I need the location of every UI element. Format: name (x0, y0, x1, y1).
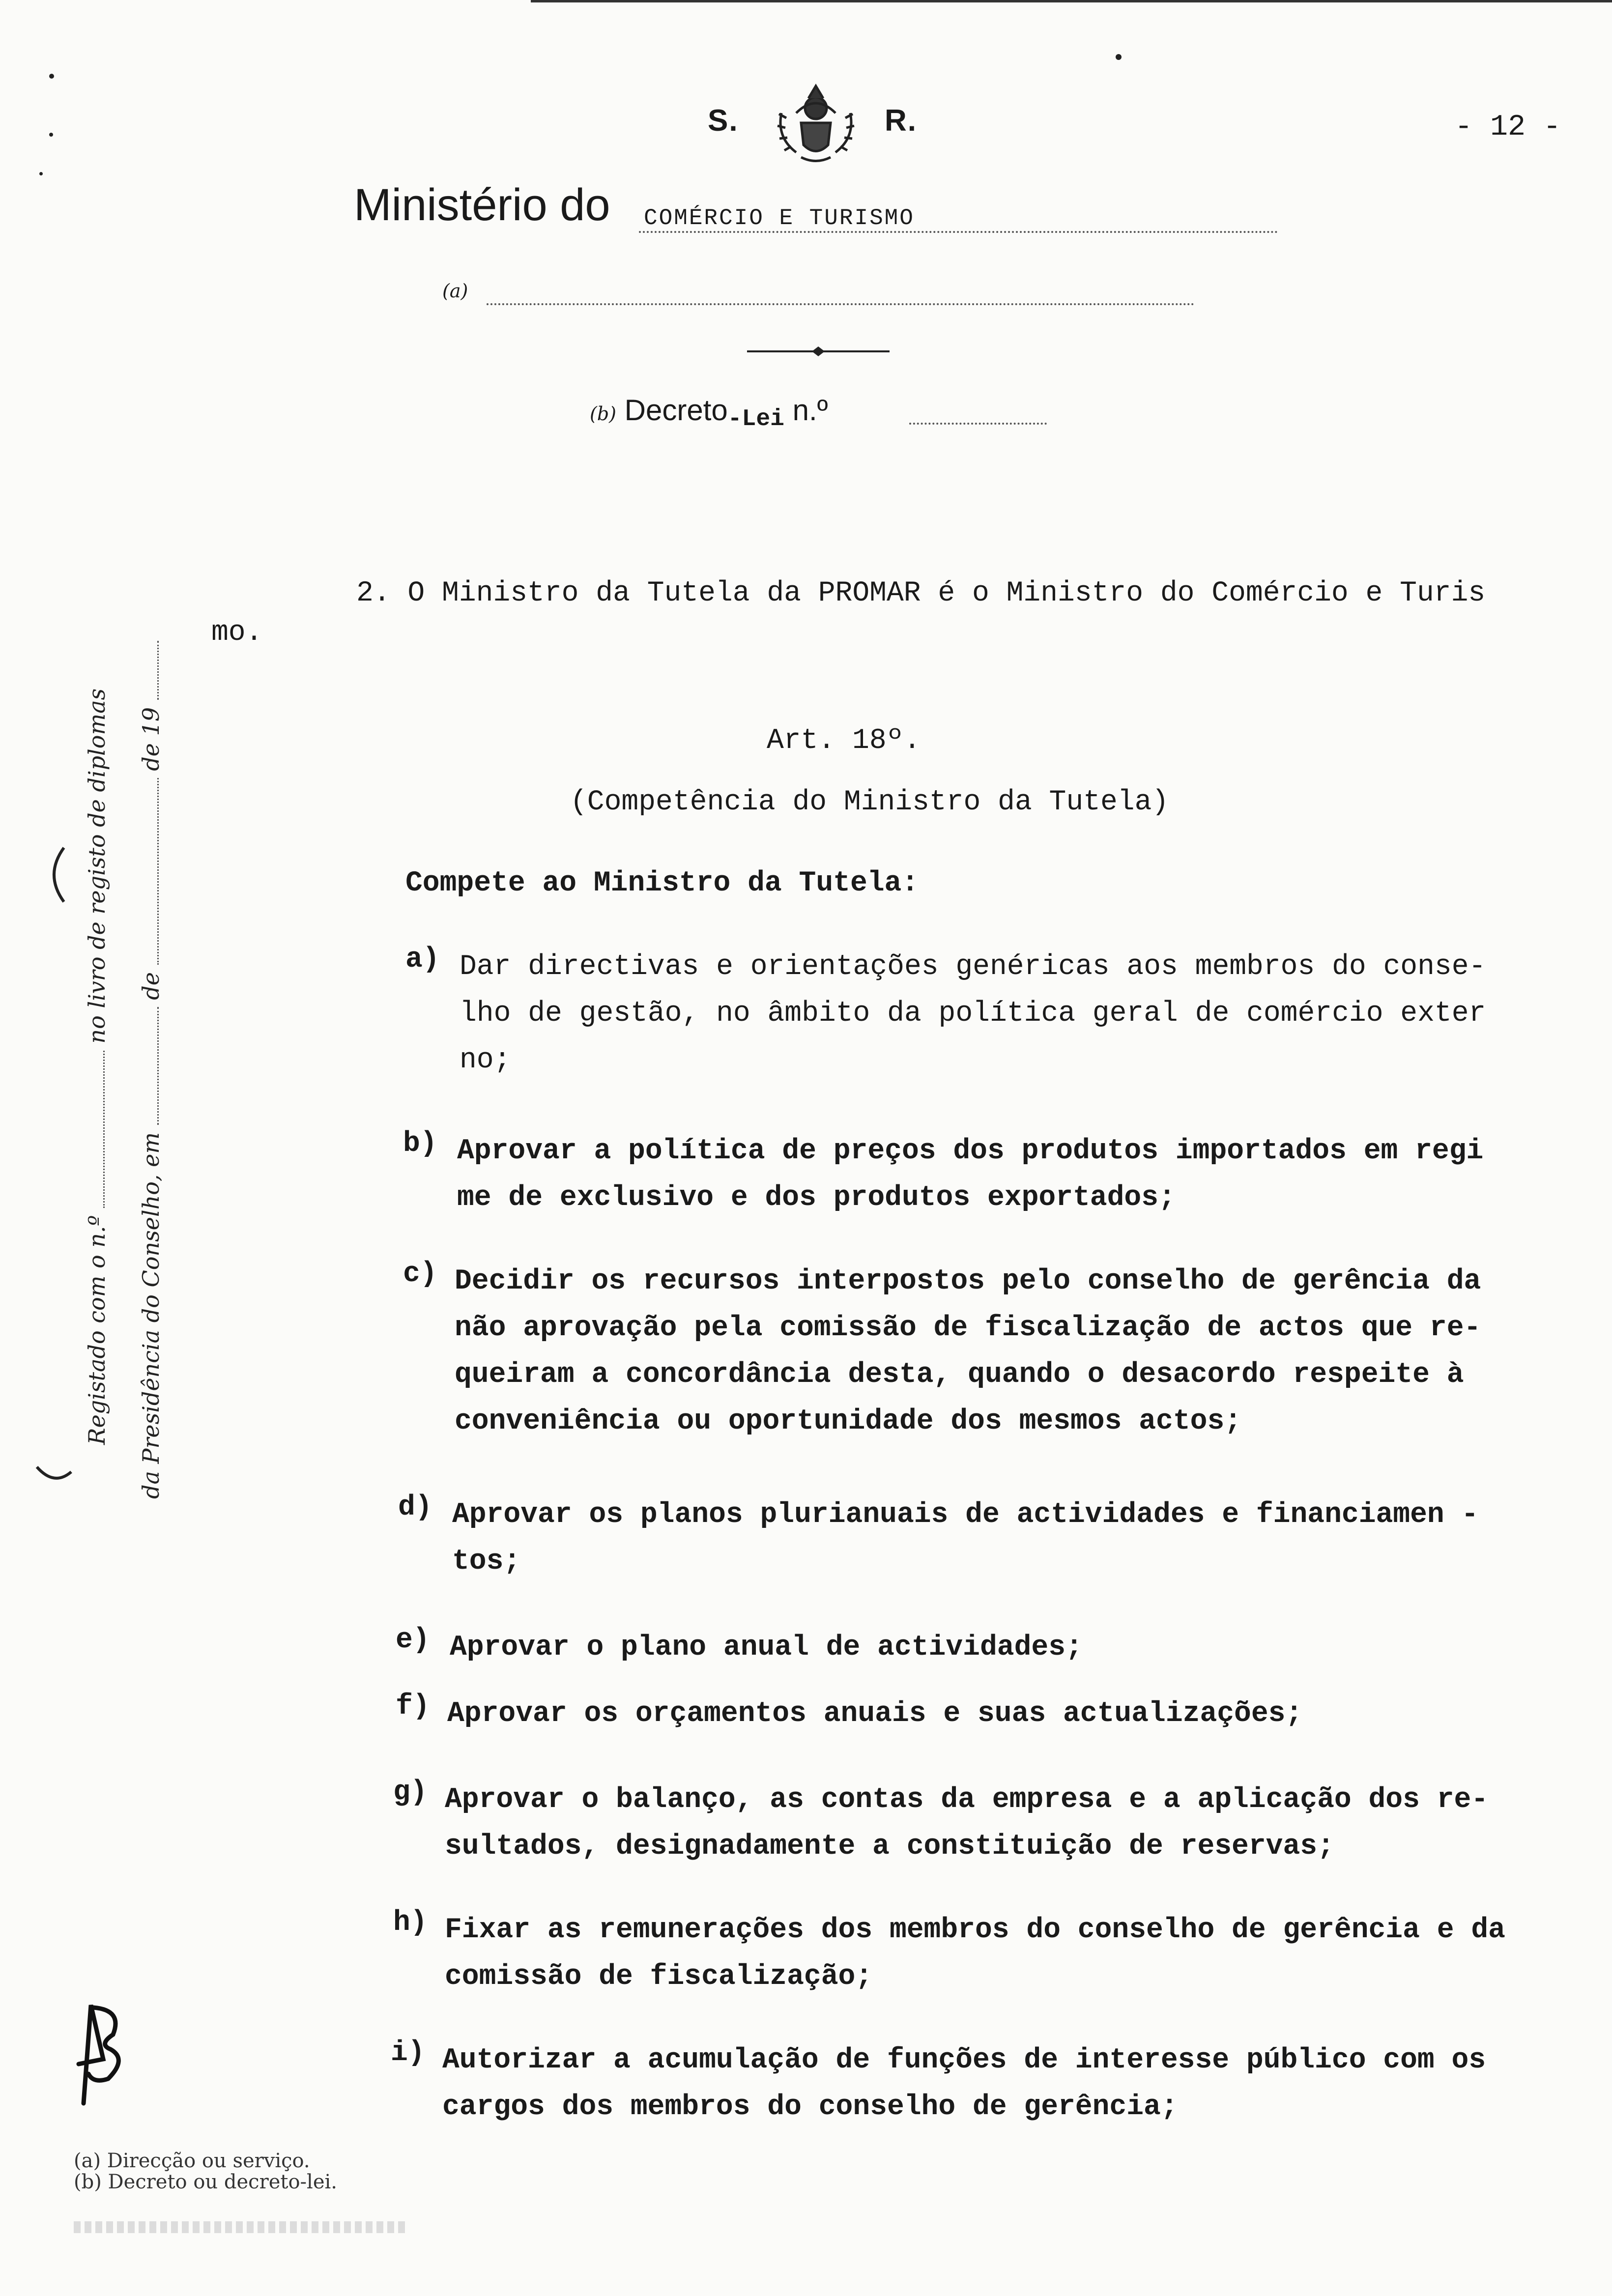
item-letter: a) (405, 944, 440, 976)
item-line: cargos dos membros do conselho de gerência; (442, 2091, 1178, 2123)
faint-print-mark (74, 2221, 408, 2233)
margin-dots (157, 1007, 159, 1125)
item-line: Aprovar o balanço, as contas da empresa e a aplicação dos re- (445, 1784, 1489, 1816)
item-line: Fixar as remunerações dos membros do conselho de gerência e da (445, 1914, 1505, 1946)
para2-line1: 2. O Ministro da Tutela da PROMAR é o Ministro do Comércio e Turis (356, 577, 1486, 609)
item-letter: c) (403, 1258, 437, 1290)
item-letter: g) (393, 1777, 428, 1808)
ministry-name: COMÉRCIO E TURISMO (644, 205, 915, 231)
header-r: R. (885, 104, 917, 138)
item-line: no; (460, 1044, 511, 1076)
decree-line (590, 393, 828, 432)
item-line: Aprovar o plano anual de actividades; (450, 1632, 1083, 1664)
item-line: queiram a concordância desta, quando o desacordo respeite à (455, 1359, 1464, 1391)
margin-line1: Registado com o n.º (84, 1215, 110, 1445)
margin-presidency-line (138, 641, 164, 1499)
item-letter: e) (396, 1624, 430, 1656)
a-marker: (a) (442, 280, 468, 302)
article-subtitle: (Competência do Ministro da Tutela) (570, 786, 1169, 818)
decree-dotted-line (909, 423, 1047, 425)
item-line: comissão de fiscalização; (445, 1961, 873, 1993)
ministry-underline (639, 231, 1278, 233)
item-letter: i) (391, 2037, 425, 2069)
item-line: Aprovar os planos plurianuais de actividades e financiamen - (452, 1499, 1479, 1531)
speck (49, 133, 53, 137)
item-line: Dar directivas e orientações genéricas aos membros do conse- (460, 951, 1486, 983)
item-line: não aprovação pela comissão de fiscalização de actos que re- (455, 1312, 1481, 1344)
margin-register-line (84, 689, 110, 1445)
item-letter: d) (398, 1492, 432, 1523)
item-line: Aprovar a política de preços dos produtos importados em regi (457, 1135, 1484, 1167)
footnote-b: (b) Decreto ou decreto-lei. (74, 2171, 338, 2193)
decree-prefix: Decreto (624, 394, 728, 427)
item-line: tos; (452, 1546, 521, 1578)
speck (49, 74, 54, 79)
article-title: Art. 18º. (767, 725, 921, 757)
margin-dots (103, 1051, 105, 1208)
coat-of-arms-icon (767, 79, 865, 167)
item-letter: f) (396, 1691, 430, 1722)
item-line: Aprovar os orçamentos anuais e suas actualizações; (447, 1698, 1303, 1730)
margin-line1-tail: no livro de registo de diplomas (84, 688, 110, 1044)
margin-line2: da Presidência do Conselho, em (138, 1132, 164, 1499)
left-bracket-top (39, 845, 69, 904)
item-line: Decidir os recursos interpostos pelo conselho de gerência da (455, 1265, 1481, 1297)
a-dotted-line (487, 303, 1194, 305)
item-line: conveniência ou oportunidade dos mesmos actos; (455, 1406, 1242, 1437)
margin-line2-tail: de 19 (138, 707, 164, 771)
item-letter: b) (403, 1128, 437, 1160)
ornamental-divider (747, 344, 890, 359)
para2-line2: mo. (211, 617, 263, 649)
margin-dots (157, 778, 159, 965)
ministry-label: Ministério do (354, 180, 610, 230)
item-letter: h) (393, 1907, 428, 1939)
speck (1116, 54, 1122, 60)
b-marker: (b) (590, 403, 616, 425)
margin-dots (157, 641, 159, 700)
header-s: S. (708, 104, 739, 138)
initials-signature (64, 1995, 133, 2108)
item-line: sultados, designadamente a constituição de reservas; (445, 1831, 1334, 1863)
item-line: lho de gestão, no âmbito da política geral de comércio exter (460, 998, 1486, 1030)
decree-lei: -Lei (727, 406, 784, 432)
page-number: - 12 - (1455, 111, 1561, 144)
item-line: me de exclusivo e dos produtos exportados; (457, 1182, 1176, 1214)
intro-line: Compete ao Ministro da Tutela: (405, 867, 919, 899)
decree-suffix: n.º (792, 394, 828, 427)
margin-line2-mid: de (138, 972, 164, 1000)
top-rule (531, 0, 1612, 2)
speck (39, 172, 43, 175)
item-line: Autorizar a acumulação de funções de interesse público com os (442, 2044, 1486, 2076)
left-bracket-bottom (34, 1464, 74, 1489)
footnote-a: (a) Direcção ou serviço. (74, 2150, 310, 2172)
